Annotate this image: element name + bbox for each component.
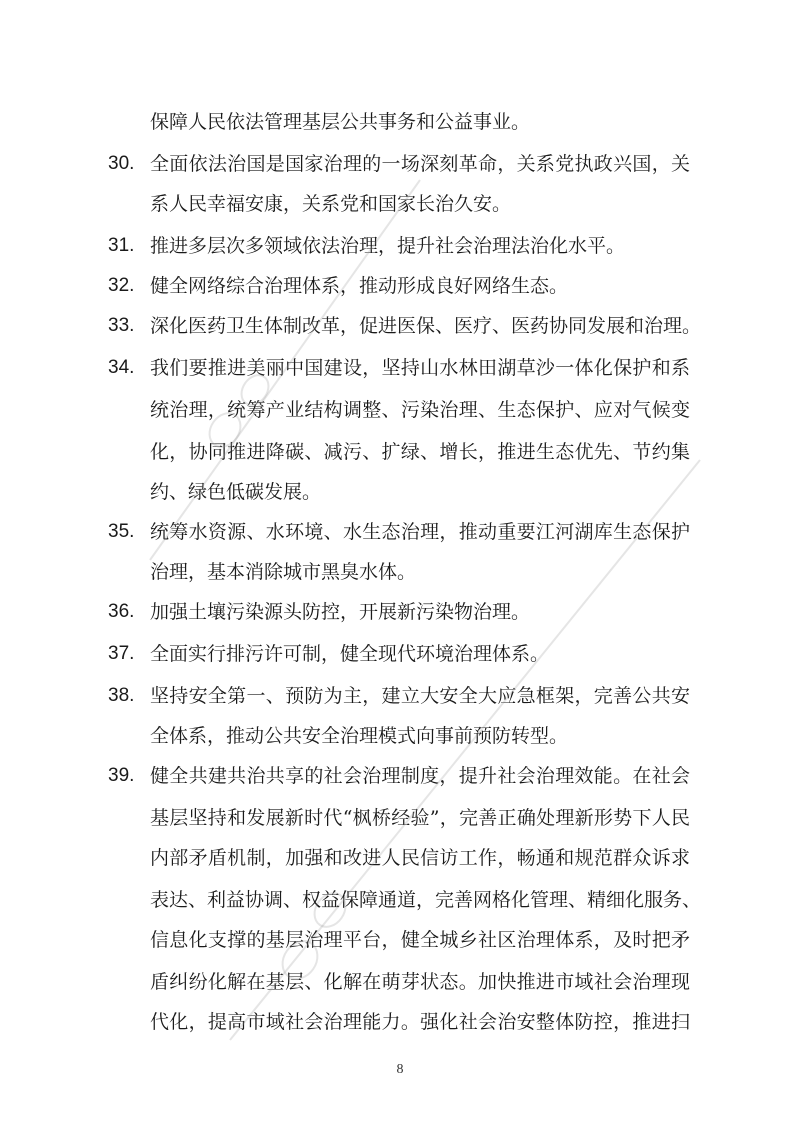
item-number: 33. — [108, 315, 135, 336]
paragraph-line: 约、绿色低碳发展。 — [150, 481, 322, 503]
paragraph-line: 健全网络综合治理体系，推动形成良好网络生态。 — [150, 275, 569, 297]
item-number: 34. — [108, 357, 135, 378]
item-number: 31. — [108, 235, 135, 256]
paragraph-line: 健全共建共治共享的社会治理制度，提升社会治理效能。在社会 — [150, 765, 690, 787]
paragraph-line: 全面依法治国是国家治理的一场深刻革命，关系党执政兴国，关 — [150, 153, 690, 175]
paragraph-line: 基层坚持和发展新时代“枫桥经验”，完善正确处理新形势下人民 — [150, 807, 690, 829]
paragraph-line: 系人民幸福安康，关系党和国家长治久安。 — [150, 193, 512, 215]
paragraph-line: 全体系，推动公共安全治理模式向事前预防转型。 — [150, 725, 569, 747]
item-number: 37. — [108, 643, 135, 664]
watermark-mark — [230, 460, 700, 1040]
item-number: 36. — [108, 601, 135, 622]
page-number: 8 — [396, 1062, 404, 1077]
item-number: 39. — [108, 765, 135, 786]
paragraph-line: 治理，基本消除城市黑臭水体。 — [150, 561, 417, 583]
paragraph-line: 表达、利益协调、权益保障通道，完善网格化管理、精细化服务、 — [150, 889, 702, 911]
item-number: 35. — [108, 521, 135, 542]
paragraph-line: 保障人民依法管理基层公共事务和公益事业。 — [150, 111, 531, 133]
paragraph-line: 深化医药卫生体制改革，促进医保、医疗、医药协同发展和治理。 — [150, 315, 702, 337]
paragraph-line: 代化，提高市域社会治理能力。强化社会治安整体防控，推进扫 — [150, 1011, 690, 1033]
paragraph-line: 信息化支撑的基层治理平台，健全城乡社区治理体系，及时把矛 — [150, 929, 690, 951]
item-number: 32. — [108, 275, 135, 296]
paragraph-line: 盾纠纷化解在基层、化解在萌芽状态。加快推进市域社会治理现 — [150, 971, 690, 993]
item-number: 30. — [108, 153, 135, 174]
paragraph-line: 加强土壤污染源头防控，开展新污染物治理。 — [150, 601, 531, 623]
item-number: 38. — [108, 685, 135, 706]
paragraph-line: 统筹水资源、水环境、水生态治理，推动重要江河湖库生态保护 — [150, 521, 690, 543]
paragraph-line: 统治理，统筹产业结构调整、污染治理、生态保护、应对气候变 — [150, 399, 690, 421]
paragraph-line: 内部矛盾机制，加强和改进人民信访工作，畅通和规范群众诉求 — [150, 847, 690, 869]
paragraph-line: 我们要推进美丽中国建设，坚持山水林田湖草沙一体化保护和系 — [150, 357, 690, 379]
paragraph-line: 坚持安全第一、预防为主，建立大安全大应急框架，完善公共安 — [150, 685, 690, 707]
paragraph-line: 全面实行排污许可制，健全现代环境治理体系。 — [150, 643, 550, 665]
paragraph-line: 推进多层次多领域依法治理，提升社会治理法治化水平。 — [150, 235, 626, 257]
paragraph-line: 化，协同推进降碳、减污、扩绿、增长，推进生态优先、节约集 — [150, 441, 690, 463]
